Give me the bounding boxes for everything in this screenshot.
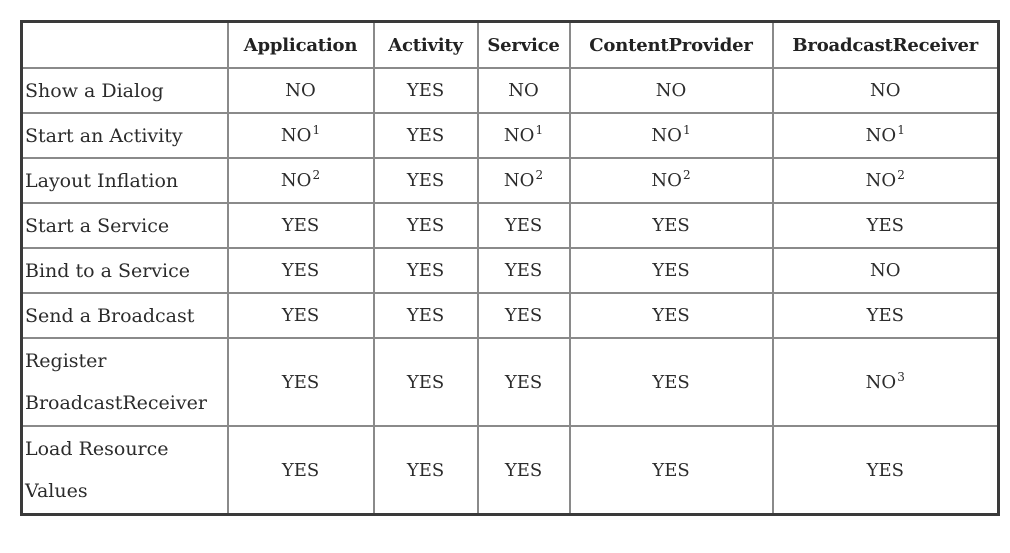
cell-application (228, 113, 374, 158)
cell-value: YES (652, 215, 690, 236)
cell-contentprovider (570, 158, 773, 203)
cell-value: NO (869, 260, 901, 281)
cell-activity (374, 338, 478, 426)
cell-value: YES (652, 459, 690, 481)
cell-value: YES (406, 215, 445, 236)
cell-application (228, 158, 374, 203)
cell-activity (374, 68, 478, 113)
cell-value: NO (651, 170, 682, 191)
cell-value: YES (652, 371, 690, 393)
table-row (22, 293, 999, 338)
row-label: Bind to a Service (22, 248, 228, 293)
cell-application (228, 248, 374, 293)
footnote-marker: 2 (312, 168, 321, 182)
cell-value: YES (406, 371, 445, 393)
cell-value: NO (651, 125, 682, 146)
cell-value: YES (406, 80, 445, 101)
cell-service (478, 426, 570, 515)
cell-service (478, 158, 570, 203)
row-label: Send a Broadcast (22, 293, 228, 338)
cell-value: YES (652, 260, 690, 281)
cell-contentprovider (570, 338, 773, 426)
cell-value: YES (504, 305, 543, 326)
table-row (22, 158, 999, 203)
cell-value: NO (280, 125, 312, 146)
cell-broadcastreceiver (773, 203, 999, 248)
cell-application (228, 426, 374, 515)
row-label: Register BroadcastReceiver (22, 338, 228, 426)
cell-value: NO (503, 170, 535, 191)
cell-value: YES (281, 305, 320, 326)
cell-value: NO (508, 80, 539, 101)
cell-activity (374, 203, 478, 248)
table-row (22, 113, 999, 158)
cell-value: YES (504, 215, 543, 236)
column-header-broadcastreceiver: BroadcastReceiver (773, 22, 999, 69)
cell-value: NO (285, 80, 316, 101)
cell-value: YES (504, 371, 543, 393)
cell-activity (374, 113, 478, 158)
footnote-marker: 1 (312, 123, 321, 137)
cell-value: YES (281, 371, 320, 393)
corner-header-cell (22, 22, 228, 69)
cell-value: YES (281, 215, 320, 236)
cell-service (478, 113, 570, 158)
cell-value: NO (865, 125, 897, 146)
cell-contentprovider (570, 113, 773, 158)
table-row (22, 248, 999, 293)
cell-value: YES (866, 305, 904, 326)
cell-contentprovider (570, 68, 773, 113)
cell-activity (374, 293, 478, 338)
cell-value: YES (281, 459, 320, 481)
footnote-marker: 1 (682, 123, 691, 137)
cell-application (228, 338, 374, 426)
cell-value: YES (504, 260, 543, 281)
table-row (22, 68, 999, 113)
cell-value: NO (865, 371, 897, 393)
cell-broadcastreceiver (773, 68, 999, 113)
cell-broadcastreceiver (773, 113, 999, 158)
row-label: Layout Inflation (22, 158, 228, 203)
footnote-marker: 3 (897, 369, 905, 384)
cell-broadcastreceiver (773, 426, 999, 515)
cell-value: YES (866, 459, 904, 481)
footnote-marker: 2 (897, 168, 905, 182)
cell-service (478, 68, 570, 113)
cell-contentprovider (570, 426, 773, 515)
column-header-service: Service (478, 22, 570, 69)
table-row (22, 203, 999, 248)
cell-application (228, 293, 374, 338)
cell-activity (374, 158, 478, 203)
cell-value: YES (406, 125, 445, 146)
cell-broadcastreceiver (773, 293, 999, 338)
cell-service (478, 248, 570, 293)
cell-value: NO (865, 170, 897, 191)
table-row (22, 338, 999, 426)
row-label: Start a Service (22, 203, 228, 248)
context-capabilities-table (20, 20, 1000, 516)
row-label: Start an Activity (22, 113, 228, 158)
cell-value: NO (869, 80, 901, 101)
cell-service (478, 338, 570, 426)
footnote-marker: 2 (682, 168, 691, 182)
cell-value: YES (504, 459, 543, 481)
cell-application (228, 68, 374, 113)
row-label: Show a Dialog (22, 68, 228, 113)
header-row (22, 22, 999, 69)
cell-value: YES (866, 215, 904, 236)
row-label: Load Resource Values (22, 426, 228, 515)
cell-value: YES (406, 170, 445, 191)
cell-value: NO (280, 170, 312, 191)
table-row (22, 426, 999, 515)
cell-service (478, 203, 570, 248)
column-header-application: Application (228, 22, 374, 69)
footnote-marker: 1 (897, 123, 905, 137)
footnote-marker: 1 (535, 123, 544, 137)
cell-contentprovider (570, 293, 773, 338)
cell-service (478, 293, 570, 338)
cell-value: YES (281, 260, 320, 281)
cell-value: YES (652, 305, 690, 326)
cell-value: NO (503, 125, 535, 146)
cell-activity (374, 426, 478, 515)
cell-contentprovider (570, 248, 773, 293)
cell-activity (374, 248, 478, 293)
cell-value: YES (406, 305, 445, 326)
column-header-activity: Activity (374, 22, 478, 69)
cell-contentprovider (570, 203, 773, 248)
cell-broadcastreceiver (773, 338, 999, 426)
column-header-contentprovider: ContentProvider (570, 22, 773, 69)
cell-application (228, 203, 374, 248)
cell-value: YES (406, 260, 445, 281)
cell-broadcastreceiver (773, 158, 999, 203)
cell-broadcastreceiver (773, 248, 999, 293)
cell-value: NO (655, 80, 687, 101)
cell-value: YES (406, 459, 445, 481)
footnote-marker: 2 (535, 168, 544, 182)
